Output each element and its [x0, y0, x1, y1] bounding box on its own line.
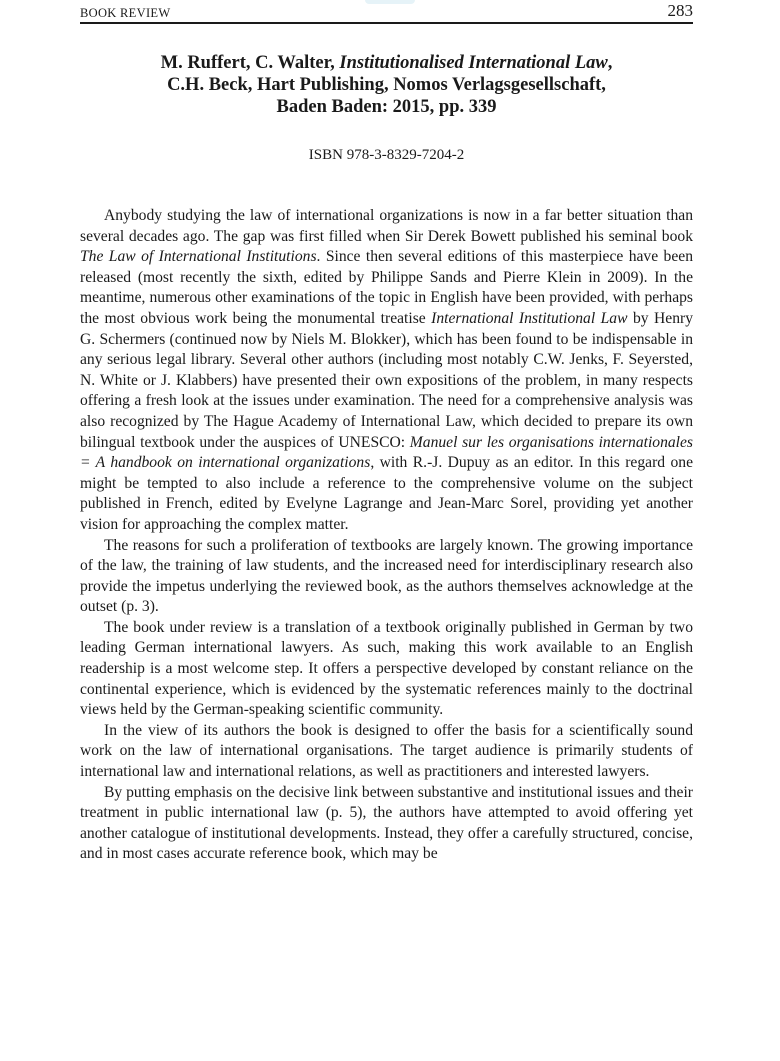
page-number: 283 [667, 1, 693, 20]
title-punct: , [607, 53, 613, 73]
p1-book-title-schermers: International Institutional Law [431, 309, 628, 327]
p1-book-title-manuel: Manuel sur les organisations internationales = A handbook on international organizations [80, 433, 693, 472]
paragraph-2: The reasons for such a proliferation of textbooks are largely known. The growing importance of the law, the training of law students, and the increased need for interdisciplinary research also provide the impetus underlying the reviewed book, as the authors themselves acknowledge at the outset (p. 3). [80, 536, 693, 616]
review-title [80, 52, 693, 118]
paragraph-4: In the view of its authors the book is designed to offer the basis for a scientifically sound work on the law of international organisations. The target audience is primarily students of international law and international relations, as well as practitioners and interested lawyers. [80, 721, 693, 781]
paragraph-3: The book under review is a translation of a textbook originally published in German by two leading German international lawyers. As such, making this work available to an English readership is a most welcome step. It offers a perspective developed by constant reliance on the continental experience, which is evidenced by the systematic references mainly to the doctrinal views held by the German-speaking scientific community. [80, 618, 693, 719]
running-header [80, 2, 693, 24]
p1-text-a: Anybody studying the law of international organizations is now in a far better situation than several decades ago. The gap was first filled when Sir Derek Bowett published his seminal book [80, 207, 693, 245]
title-line-1 [80, 52, 693, 74]
isbn: ISBN 978-3-8329-7204-2 [308, 147, 465, 163]
title-line-2: C.H. Beck, Hart Publishing, Nomos Verlagsgesellschaft, [167, 75, 606, 95]
p1-text-g: , with R.-J. Dupuy as an editor. In this regard one might be tempted to also include a reference to the comprehensive volume on the subject published in French, edited by Evelyne Lagrange and Jean-Marc Sorel, providing yet another vision for approaching the complex matter. [80, 454, 693, 533]
p1-book-title-bowett: The Law of International Institutions [80, 248, 317, 266]
body-text [80, 206, 693, 865]
title-line-3: Baden Baden: 2015, pp. 339 [276, 97, 497, 117]
p1-text-c: . Since then several editions of this masterpiece have been released (most recently the sixth, edited by Philippe Sands and Pierre Klein in 2009). In the meantime, numerous other examinations of the topic in English have been provided, with perhaps the most obvious work being the monumental treatise [80, 248, 693, 327]
section-label: BOOK REVIEW [80, 6, 171, 20]
paragraph-1 [80, 206, 693, 536]
title-authors: M. Ruffert, C. Walter, [160, 53, 340, 73]
paragraph-5: By putting emphasis on the decisive link between substantive and institutional issues and their treatment in public international law (p. 5), the authors have attempted to avoid offering yet another catalogue of institutional developments. Instead, they offer a carefully structured, concise, and in most cases accurate reference book, which may be [80, 783, 693, 863]
title-book-name: Institutionalised International Law [339, 53, 608, 73]
p1-text-e: by Henry G. Schermers (continued now by Niels M. Blokker), which has been found to be indispensable in any serious legal library. Several other authors (including most notably C.W. Jenks, F. Seyersted, N. White or J. Klabbers) have presented their own expositions of the problem, in many respects offering a fresh look at the issues under examination. The need for a comprehensive analysis was also recognized by The Hague Academy of International Law, which decided to prepare its own bilingual textbook under the auspices of UNESCO: [80, 309, 693, 451]
